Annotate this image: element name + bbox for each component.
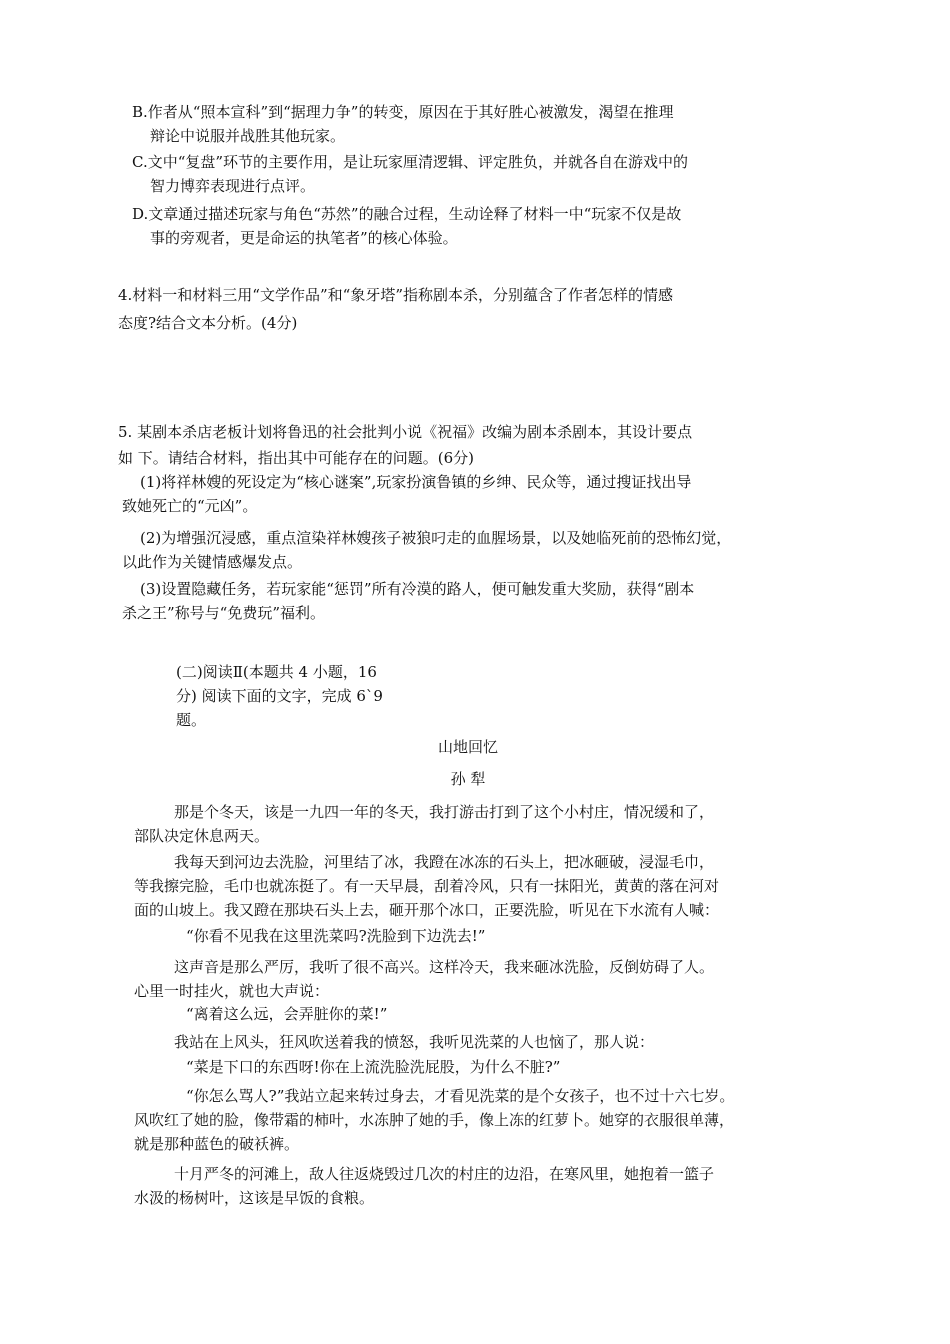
question-5-line2: 如 下。请结合材料，指出其中可能存在的问题。(6分)	[118, 449, 475, 467]
story-paragraph-6	[134, 1162, 816, 1210]
story-quote-1	[134, 924, 816, 948]
story-quote-2	[134, 1002, 816, 1026]
option-label: B.	[132, 103, 148, 121]
paragraph-line: 心里一时挂火，就也大声说：	[134, 982, 330, 1000]
paragraph-line: 那是个冬天，该是一九四一年的冬天，我打游击打到了这个小村庄，情况缓和了，	[174, 803, 715, 821]
paragraph-line: “你怎么骂人?”我站立起来转过身去，才看见洗菜的是个女孩子，也不过十六七岁。	[186, 1087, 735, 1105]
question-5	[118, 420, 818, 470]
question-5-line1: 5. 某剧本杀店老板计划将鲁迅的社会批判小说《祝福》改编为剧本杀剧本，其设计要点	[118, 423, 693, 441]
story-title: 山地回忆	[437, 738, 498, 756]
paragraph-line: 等我擦完脸，毛巾也就冻挺了。有一天早晨，刮着冷风，只有一抹阳光，黄黄的落在河对	[134, 877, 720, 895]
question-4-line2: 态度?结合文本分析。(4分)	[118, 314, 298, 332]
quote-line: “离着这么远，会弄脏你的菜!”	[186, 1005, 388, 1023]
section-heading-line2: 分) 阅读下面的文字，完成 6`9	[176, 687, 383, 705]
paragraph-line: 水汲的杨树叶，这该是早饭的食粮。	[134, 1189, 375, 1207]
option-text-line1: 文章通过描述玩家与角色“苏然”的融合过程，生动诠释了材料一中“玩家不仅是故	[148, 205, 682, 223]
paragraph-line: 我站在上风头，狂风吹送着我的愤怒，我听见洗菜的人也恼了，那人说：	[174, 1033, 655, 1051]
story-author: 孙 犁	[450, 770, 486, 788]
paragraph-line: 面的山坡上。我又蹬在那块石头上去，砸开那个冰口，正要洗脸，听见在下水流有人喊：	[134, 901, 720, 919]
paragraph-line: 部队决定休息两天。	[134, 827, 270, 845]
option-label: D.	[132, 205, 149, 223]
paragraph-line: 我每天到河边去洗脸，河里结了冰，我蹬在冰冻的石头上，把冰砸破，浸湿毛巾，	[174, 853, 715, 871]
option-c	[132, 150, 816, 198]
question-5-item-3	[122, 577, 818, 625]
section-heading-line3: 题。	[176, 711, 207, 729]
section-heading	[176, 660, 386, 732]
item-line2: 杀之王”称号与“免费玩”福利。	[122, 604, 326, 622]
option-text-line2: 智力博弈表现进行点评。	[150, 177, 316, 195]
story-paragraph-5	[134, 1084, 816, 1156]
item-line1: (1)将祥林嫂的死设定为“核心谜案”,玩家扮演鲁镇的乡绅、民众等，通过搜证找出导	[140, 473, 692, 491]
story-paragraph-2	[134, 850, 816, 922]
quote-line: “你看不见我在这里洗菜吗?洗脸到下边洗去!”	[186, 927, 486, 945]
question-5-item-2	[122, 526, 818, 574]
question-4-line1: 4.材料一和材料三用“文学作品”和“象牙塔”指称剧本杀，分别蕴含了作者怎样的情感	[118, 286, 673, 304]
paragraph-line: 十月严冬的河滩上，敌人往返烧毁过几次的村庄的边沿，在寒风里，她抱着一篮子	[174, 1165, 715, 1183]
item-line2: 致她死亡的“元凶”。	[122, 497, 258, 515]
item-line1: (2)为增强沉浸感，重点渲染祥林嫂孩子被狼叼走的血腥场景，以及她临死前的恐怖幻觉，	[140, 529, 732, 547]
question-4	[118, 283, 818, 335]
option-text-line1: 作者从“照本宣科”到“据理力争”的转变，原因在于其好胜心被激发，渴望在推理	[147, 103, 674, 121]
section-heading-line1: (二)阅读Ⅱ(本题共 4 小题，16	[176, 663, 377, 681]
option-text-line2: 辩论中说服并战胜其他玩家。	[150, 127, 346, 145]
option-text-line1: 文中“复盘”环节的主要作用，是让玩家厘清逻辑、评定胜负，并就各自在游戏中的	[147, 153, 689, 171]
story-paragraph-3	[134, 955, 816, 1003]
question-5-item-1	[122, 470, 818, 518]
story-quote-3	[134, 1055, 816, 1079]
option-b	[132, 100, 816, 148]
paragraph-line: 这声音是那么严厉，我听了很不高兴。这样冷天，我来砸冰洗脸，反倒妨碍了人。	[174, 958, 715, 976]
story-paragraph-4	[134, 1030, 816, 1054]
story-paragraph-1	[134, 800, 816, 848]
item-line2: 以此作为关键情感爆发点。	[122, 553, 303, 571]
option-text-line2: 事的旁观者，更是命运的执笔者”的核心体验。	[150, 229, 458, 247]
item-line1: (3)设置隐藏任务，若玩家能“惩罚”所有冷漠的路人，便可触发重大奖励，获得“剧本	[140, 580, 695, 598]
paragraph-line: 风吹红了她的脸，像带霜的柿叶，水冻肿了她的手，像上冻的红萝卜。她穿的衣服很单薄，	[134, 1111, 735, 1129]
paragraph-line: 就是那种蓝色的破袄裤。	[134, 1135, 300, 1153]
quote-line: “菜是下口的东西呀!你在上流洗脸洗屁股，为什么不脏?”	[186, 1058, 561, 1076]
option-d	[132, 202, 816, 250]
option-label: C.	[132, 153, 148, 171]
